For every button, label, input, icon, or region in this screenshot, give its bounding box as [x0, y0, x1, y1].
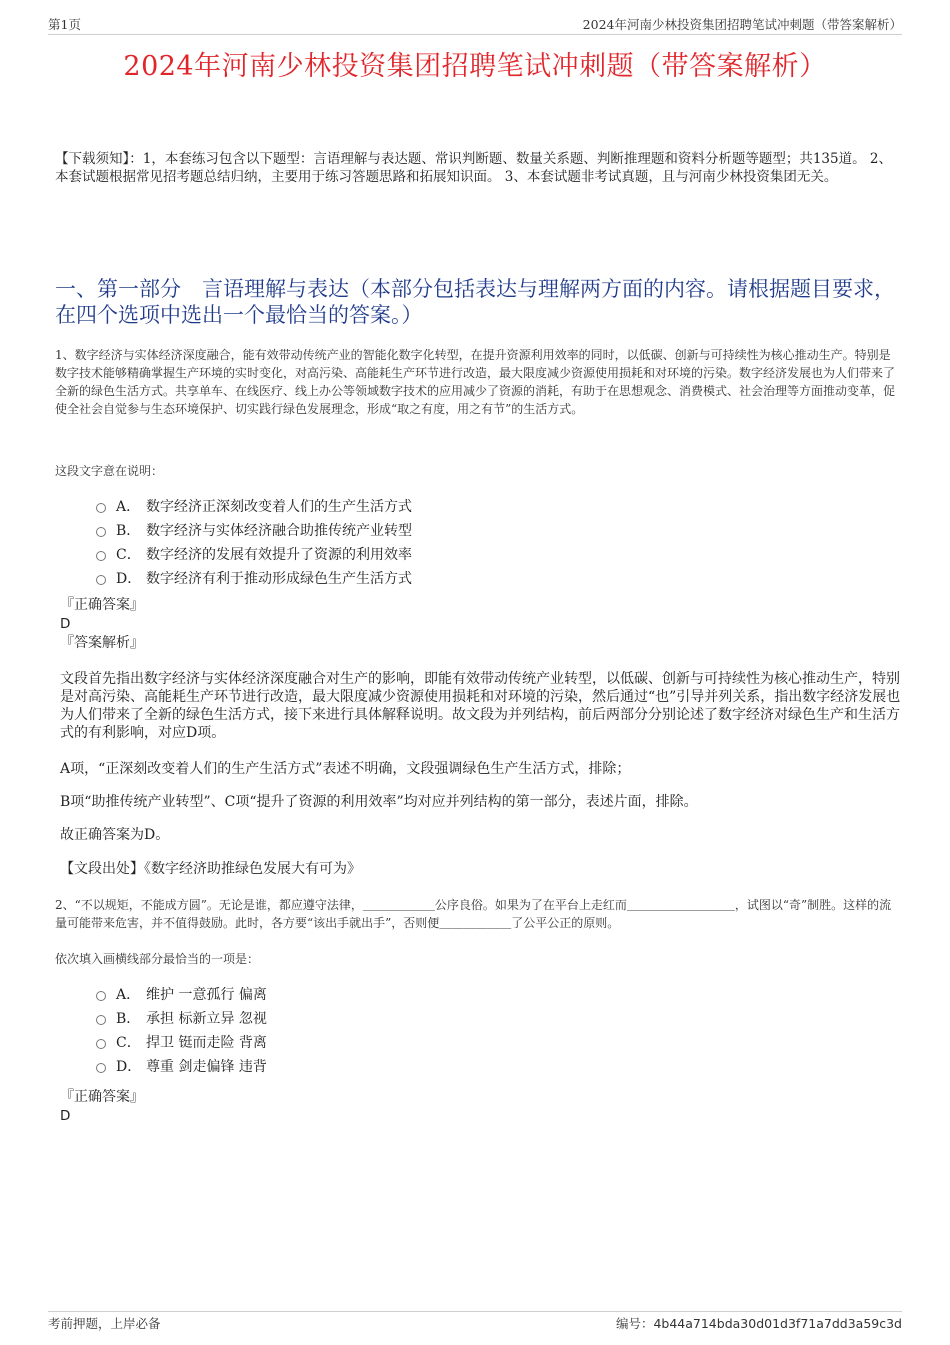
- q1-option-c[interactable]: C． 数字经济的发展有效提升了资源的利用效率: [96, 542, 412, 566]
- page-footer: [48, 1311, 902, 1332]
- question-2-stem: 2、“不以规矩，不能成方圆”。无论是谁，都应遵守法律，＿＿＿＿＿＿公序良俗。如果为了在平台上走红而＿＿＿＿＿＿＿＿＿，试图以“奇”制胜。这样的流量可能带来危害，并不值得鼓励。此时，各方要“该出手就出手”，否则便＿＿＿＿＿＿了公平公正的原则。: [55, 898, 892, 930]
- q1-option-a[interactable]: A． 数字经济正深刻改变着人们的生产生活方式: [96, 494, 412, 518]
- radio-icon[interactable]: [96, 1015, 106, 1025]
- question-2-prompt: 依次填入画横线部分最恰当的一项是：: [55, 952, 260, 966]
- radio-icon[interactable]: [96, 1039, 106, 1049]
- question-1-options: [96, 494, 412, 590]
- download-notice: 【下载须知】：1，本套练习包含以下题型：言语理解与表达题、常识判断题、数量关系题、判断推理题和资料分析题等题型；共135道。 2、本套试题根据常见招考题总结归纳，主要用于练习答题思路和拓展知识面。 3、本套试题非考试真题，且与河南少林投资集团无关。: [55, 151, 892, 185]
- question-2-options: [96, 982, 267, 1078]
- analysis-option-bc: B项“助推传统产业转型”、C项“提升了资源的利用效率”均对应并列结构的第一部分，表述片面，排除。: [60, 794, 698, 810]
- radio-icon[interactable]: [96, 991, 106, 1001]
- radio-icon[interactable]: [96, 527, 106, 537]
- answer-label: 『正确答案』: [60, 1089, 144, 1105]
- q2-option-b[interactable]: B． 承担 标新立异 忽视: [96, 1006, 267, 1030]
- analysis-paragraph: 文段首先指出数字经济与实体经济深度融合对生产的影响，即能有效带动传统产业转型，以低碳、创新与可持续性为核心推动生产，特别是对高污染、高能耗生产环节进行改造，最大限度减少资源使用损耗和对环境的污染，然后通过“也”引导并列关系，指出数字经济发展也为人们带来了全新的绿色生活方式，接下来进行具体解释说明。故文段为并列结构，前后两部分分别论述了数字经济对绿色生产和生活方式的有利影响，对应D项。: [60, 671, 901, 741]
- section-title: 一、第一部分 言语理解与表达（本部分包括表达与理解两方面的内容。请根据题目要求，在四个选项中选出一个最恰当的答案。）: [55, 277, 895, 327]
- q1-option-d[interactable]: D． 数字经济有利于推动形成绿色生产生活方式: [96, 566, 412, 590]
- document-title: 2024年河南少林投资集团招聘笔试冲刺题（带答案解析）: [123, 51, 827, 82]
- analysis-option-a: A项，“正深刻改变着人们的生产生活方式”表述不明确，文段强调绿色生产生活方式，排除；: [60, 761, 631, 777]
- answer-value: D: [60, 616, 71, 632]
- question-2-answer: [60, 1088, 902, 1126]
- radio-icon[interactable]: [96, 503, 106, 513]
- question-1-prompt: 这段文字意在说明：: [55, 464, 164, 478]
- page-header: [48, 14, 902, 35]
- footer-slogan: 考前押题，上岸必备: [48, 1316, 161, 1331]
- analysis-label: 『答案解析』: [60, 635, 144, 651]
- question-1-answer: [60, 596, 902, 653]
- document-id: 编号：4b44a714bda30d01d3f71a7dd3a59c3d: [615, 1316, 902, 1331]
- running-title: 2024年河南少林投资集团招聘笔试冲刺题（带答案解析）: [582, 17, 902, 32]
- q2-option-c[interactable]: C． 捍卫 铤而走险 背离: [96, 1030, 267, 1054]
- radio-icon[interactable]: [96, 575, 106, 585]
- answer-value: D: [60, 1108, 71, 1124]
- analysis-source: 【文段出处】《数字经济助推绿色发展大有可为》: [60, 861, 361, 877]
- question-1-stem: 1、数字经济与实体经济深度融合，能有效带动传统产业的智能化数字化转型，在提升资源利用效率的同时，以低碳、创新与可持续性为核心推动生产。特别是数字技术能够精确掌握生产环境的实时变化，对高污染、高能耗生产环节进行改造，最大限度减少资源使用损耗和对环境的污染。数字经济发展也为人们带来了全新的绿色生活方式。共享单车、在线医疗、线上办公等领域数字技术的应用减少了资源的消耗，有助于在思想观念、消费模式、社会治理等方面推动变革，促使全社会自觉参与生态环境保护、切实践行绿色发展理念，形成“取之有度，用之有节”的生活方式。: [55, 348, 896, 416]
- radio-icon[interactable]: [96, 1063, 106, 1073]
- radio-icon[interactable]: [96, 551, 106, 561]
- q1-option-b[interactable]: B． 数字经济与实体经济融合助推传统产业转型: [96, 518, 412, 542]
- page-number: 第1页: [48, 17, 81, 32]
- q2-option-d[interactable]: D． 尊重 剑走偏锋 违背: [96, 1054, 267, 1078]
- analysis-conclusion: 故正确答案为D。: [60, 827, 170, 843]
- question-1-analysis: [60, 670, 902, 742]
- q2-option-a[interactable]: A． 维护 一意孤行 偏离: [96, 982, 267, 1006]
- answer-label: 『正确答案』: [60, 597, 144, 613]
